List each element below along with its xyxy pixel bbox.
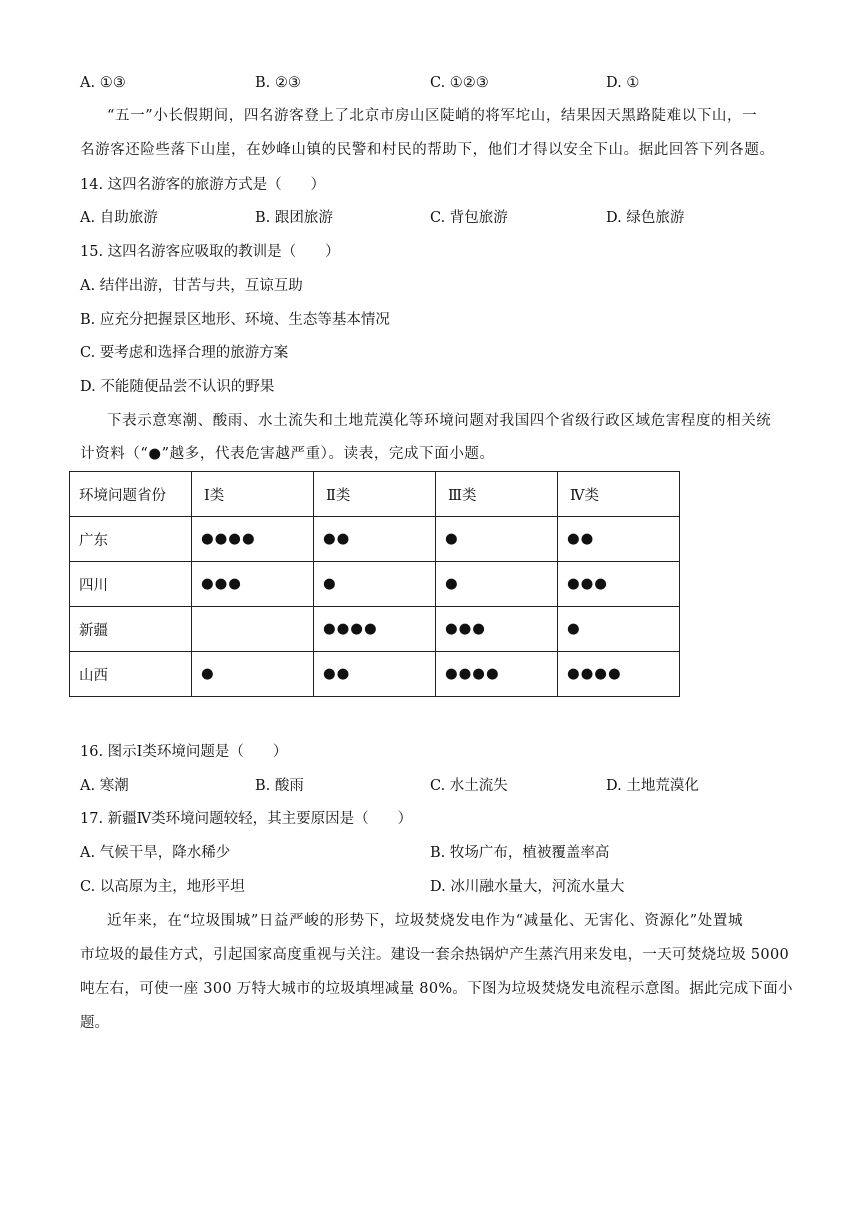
q16-option-d: D. 土地荒漠化 (606, 778, 699, 794)
q17-option-b: B. 牧场广布，植被覆盖率高 (430, 845, 610, 861)
passage3-line4: 题。 (80, 1015, 109, 1031)
q15-option-d: D. 不能随便品尝不认识的野果 (80, 379, 275, 395)
province-cell: 新疆 (70, 607, 192, 652)
passage2-line1: 下表示意寒潮、酸雨、水土流失和土地荒漠化等环境问题对我国四个省级行政区域危害程度的相关统 (107, 413, 772, 429)
q17-option-a: A. 气候干旱，降水稀少 (80, 845, 231, 861)
table-row (70, 607, 680, 652)
province-cell: 山西 (70, 652, 192, 697)
q13-option-b: B. ②③ (255, 75, 301, 91)
rating-cell: ● (314, 562, 436, 607)
q14-option-a: A. 自助旅游 (80, 210, 158, 226)
rating-cell: ●●●● (558, 652, 680, 697)
table-header-cell: Ⅱ类 (314, 472, 436, 517)
rating-cell: ●●● (192, 562, 314, 607)
q15-stem: 15. 这四名游客应吸取的教训是（ ） (80, 244, 340, 260)
q13-option-d: D. ① (606, 75, 640, 91)
table-header-cell: Ⅲ类 (436, 472, 558, 517)
q13-option-c: C. ①②③ (430, 75, 489, 91)
environment-table (69, 471, 680, 697)
q14-option-c: C. 背包旅游 (430, 210, 508, 226)
q16-option-c: C. 水土流失 (430, 778, 508, 794)
passage3-line3: 吨左右，可使一座 300 万特大城市的垃圾填埋减量 80%。下图为垃圾焚烧发电流程示意图。据此完成下面小 (80, 981, 793, 997)
q13-option-a: A. ①③ (80, 75, 126, 91)
rating-cell: ● (436, 517, 558, 562)
rating-cell: ●●●● (192, 517, 314, 562)
rating-cell: ●●●● (314, 607, 436, 652)
q16-option-b: B. 酸雨 (255, 778, 304, 794)
passage3-line2: 市垃圾的最佳方式，引起国家高度重视与关注。建设一套余热锅炉产生蒸汽用来发电，一天可焚烧垃圾 5000 (80, 947, 790, 963)
table-header-cell: Ⅳ类 (558, 472, 680, 517)
q14-stem: 14. 这四名游客的旅游方式是（ ） (80, 177, 326, 193)
table-header-cell: 环境问题省份 (70, 472, 192, 517)
table-row (70, 562, 680, 607)
passage2-line2: 计资料（“●”越多，代表危害越严重）。读表，完成下面小题。 (80, 446, 495, 462)
rating-cell: ●●●● (436, 652, 558, 697)
q17-stem: 17. 新疆Ⅳ类环境问题较轻，其主要原因是（ ） (80, 811, 413, 827)
q17-option-d: D. 冰川融水量大，河流水量大 (430, 879, 625, 895)
rating-cell: ● (192, 652, 314, 697)
rating-cell: ●●● (558, 562, 680, 607)
rating-cell: ● (558, 607, 680, 652)
rating-cell: ●● (558, 517, 680, 562)
q15-option-b: B. 应充分把握景区地形、环境、生态等基本情况 (80, 312, 390, 328)
rating-cell: ●● (314, 652, 436, 697)
q16-option-a: A. 寒潮 (80, 778, 129, 794)
province-cell: 四川 (70, 562, 192, 607)
q16-stem: 16. 图示Ⅰ类环境问题是（ ） (80, 744, 288, 760)
table-header-row (70, 472, 680, 517)
table-row (70, 517, 680, 562)
q14-option-d: D. 绿色旅游 (606, 210, 685, 226)
passage3-line1: 近年来，在“垃圾围城”日益严峻的形势下，垃圾焚烧发电作为“减量化、无害化、资源化”处置城 (107, 913, 744, 929)
q15-option-c: C. 要考虑和选择合理的旅游方案 (80, 345, 289, 361)
q14-option-b: B. 跟团旅游 (255, 210, 333, 226)
rating-cell: ●● (314, 517, 436, 562)
q15-option-a: A. 结伴出游，甘苦与共，互谅互助 (80, 278, 303, 294)
passage1-line1: “五一”小长假期间，四名游客登上了北京市房山区陡峭的将军坨山，结果因天黑路陡难以下山，一 (107, 108, 758, 124)
q17-option-c: C. 以高原为主，地形平坦 (80, 879, 245, 895)
table-header-cell: Ⅰ类 (192, 472, 314, 517)
rating-cell: ●●● (436, 607, 558, 652)
rating-cell (192, 607, 314, 652)
table-row (70, 652, 680, 697)
passage1-line2: 名游客还险些落下山崖，在妙峰山镇的民警和村民的帮助下，他们才得以安全下山。据此回答下列各题。 (80, 142, 775, 158)
rating-cell: ● (436, 562, 558, 607)
province-cell: 广东 (70, 517, 192, 562)
